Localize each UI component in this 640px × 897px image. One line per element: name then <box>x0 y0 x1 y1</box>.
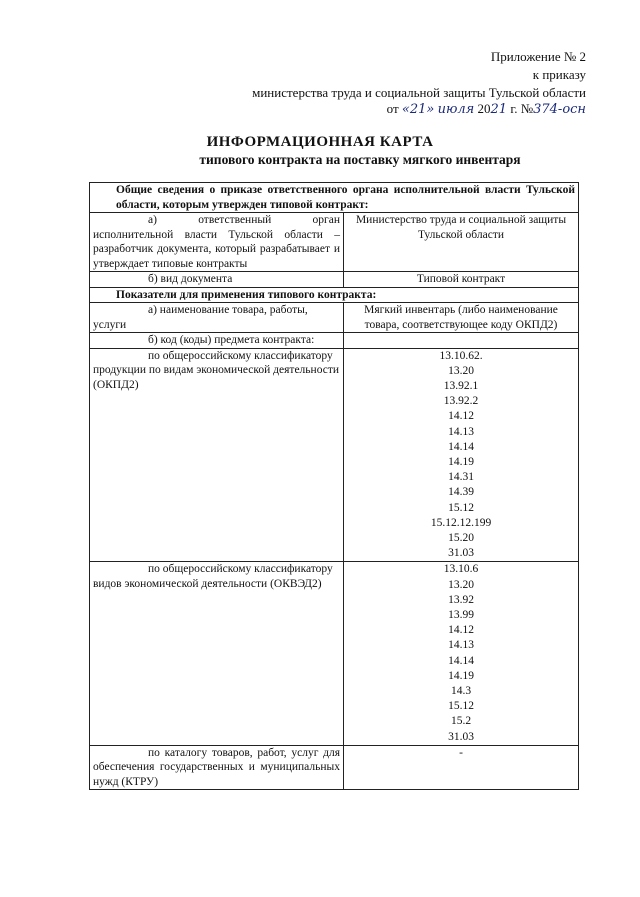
order-date-number <box>387 100 586 118</box>
info-card-table <box>89 182 579 790</box>
date-month: июля <box>437 102 475 117</box>
okpd-code: 14.14 <box>448 440 474 453</box>
table-row <box>90 745 579 790</box>
row-document-type-label: б) вид документа <box>90 272 344 288</box>
okpd-code: 31.03 <box>448 547 474 560</box>
date-year-prefix: 20 <box>477 101 491 116</box>
date-year-suffix: 21 <box>490 102 508 117</box>
row-document-type-value: Типовой контракт <box>344 272 579 288</box>
okved-code: 13.92 <box>448 593 474 606</box>
okved-code: 14.3 <box>450 684 472 697</box>
row-goods-name-value: Мягкий инвентарь (либо наименование товара, соответствующее коду ОКПД2) <box>344 303 579 333</box>
row-goods-name-label: а) наименование товара, работы, услуги <box>90 303 344 333</box>
okved-codes-list <box>344 562 579 745</box>
table-row <box>90 562 579 745</box>
row-subject-codes-value <box>344 333 579 349</box>
appendix-ministry: министерства труда и социальной защиты Тульской области <box>252 85 586 100</box>
date-prefix: от <box>386 101 399 116</box>
table-row <box>90 213 579 272</box>
table-row <box>90 287 579 303</box>
okpd-code: 15.12 <box>448 501 474 514</box>
okpd-code: 14.31 <box>448 471 474 484</box>
order-number: 374-осн <box>533 102 586 117</box>
okved-code: 13.10.6 <box>443 563 479 576</box>
okpd-code: 13.92.1 <box>443 379 479 392</box>
okved-code: 15.12 <box>448 700 474 713</box>
okpd-code: 13.10.62. <box>439 349 483 362</box>
row-ktru-label: по каталогу товаров, работ, услуг для обеспечения государственных и муниципальных нужд (КТРУ) <box>90 745 344 790</box>
table-row <box>90 333 579 349</box>
okved-code: 13.20 <box>448 578 474 591</box>
okved-code: 13.99 <box>448 608 474 621</box>
row-okpd-label: по общероссийскому классификатору продукции по видам экономической деятельности (ОКПД2) <box>90 348 344 562</box>
okpd-code: 14.19 <box>448 455 474 468</box>
table-row <box>90 183 579 213</box>
document-title: ИНФОРМАЦИОННАЯ КАРТА <box>206 134 434 150</box>
appendix-order-ref: к приказу <box>532 67 586 82</box>
okpd-code: 13.20 <box>448 364 474 377</box>
okpd-code: 14.13 <box>448 425 474 438</box>
okpd-code: 13.92.2 <box>443 395 479 408</box>
okpd-codes-list <box>344 348 579 562</box>
okved-code: 15.2 <box>450 715 472 728</box>
okpd-code: 15.20 <box>448 531 474 544</box>
row-ktru-value: - <box>344 745 579 790</box>
okpd-code: 14.39 <box>448 486 474 499</box>
okved-code: 31.03 <box>448 730 474 743</box>
row-responsible-body-label: а) ответственный орган исполнительной власти Тульской области – разработчик документа, который разрабатывает и утверждает типовые контракты <box>90 213 344 272</box>
okved-code: 14.12 <box>448 624 474 637</box>
date-day: «21» <box>401 102 435 117</box>
row-subject-codes-label: б) код (коды) предмета контракта: <box>90 333 344 349</box>
row-okved-label: по общероссийскому классификатору видов экономической деятельности (ОКВЭД2) <box>90 562 344 745</box>
okved-code: 14.19 <box>448 669 474 682</box>
appendix-number: Приложение № 2 <box>490 49 586 64</box>
table-row <box>90 272 579 288</box>
okpd-code: 14.12 <box>448 410 474 423</box>
date-year-word: г. <box>510 101 518 116</box>
section-indicators: Показатели для применения типового контракта: <box>90 287 579 303</box>
okved-code: 14.13 <box>448 639 474 652</box>
okved-code: 14.14 <box>448 654 474 667</box>
section-general-info: Общие сведения о приказе ответственного органа исполнительной власти Тульской области, которым утвержден типовой контракт: <box>90 183 579 213</box>
table-row <box>90 348 579 562</box>
table-row <box>90 303 579 333</box>
number-prefix: № <box>520 101 534 116</box>
document-subtitle: типового контракта на поставку мягкого инвентаря <box>199 152 521 167</box>
row-responsible-body-value: Министерство труда и социальной защиты Тульской области <box>344 213 579 272</box>
okpd-code: 15.12.12.199 <box>430 516 492 529</box>
